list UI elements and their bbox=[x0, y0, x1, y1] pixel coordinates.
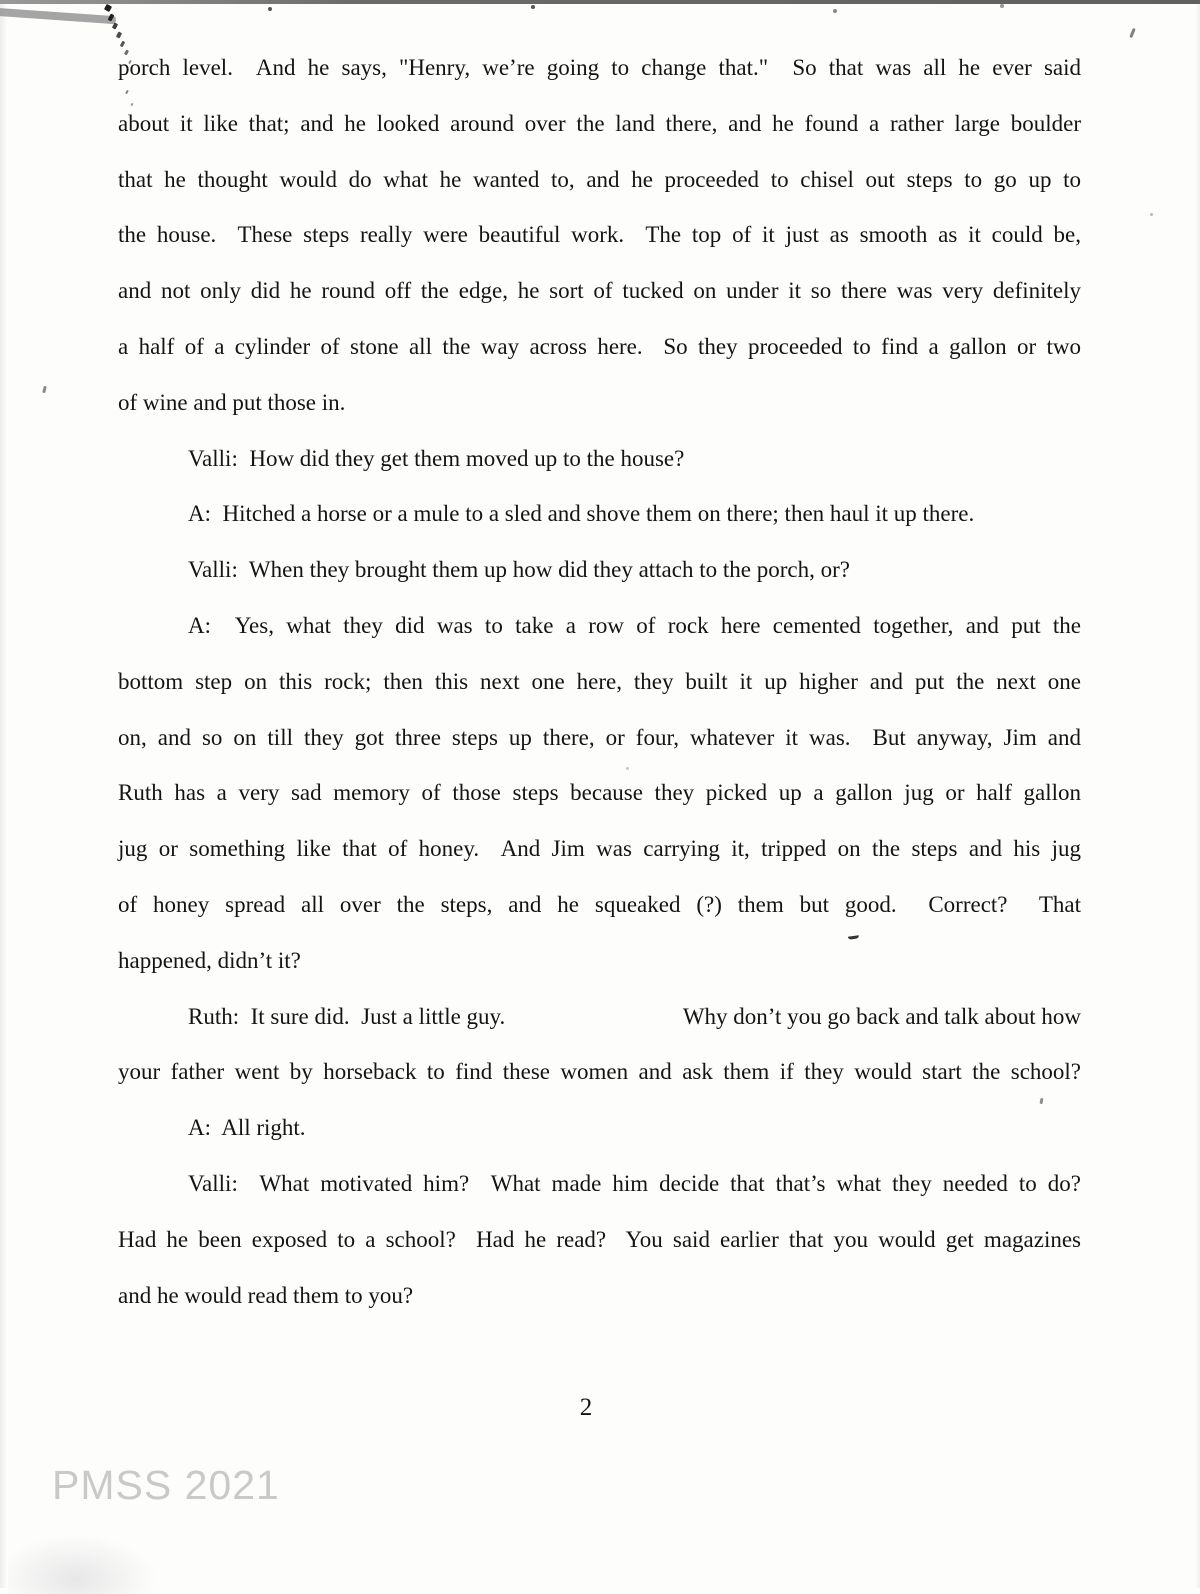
transcript-line: Valli: How did they get them moved up to the house? bbox=[188, 445, 685, 471]
pen-dash bbox=[108, 13, 115, 21]
transcript-line: Valli: When they brought them up how did they attach to the porch, or? bbox=[188, 557, 850, 583]
scan-speck bbox=[531, 5, 535, 9]
pen-dash bbox=[104, 4, 112, 12]
page-number: 2 bbox=[579, 1394, 593, 1421]
watermark: PMSS 2021 bbox=[52, 1462, 280, 1508]
scan-speck bbox=[833, 9, 837, 13]
transcript-line: the house. These steps really were beautiful work. The top of it just as smooth as it could be, bbox=[118, 222, 1081, 248]
transcript-line: Valli: What motivated him? What made him decide that that’s what they needed to do? bbox=[188, 1170, 1081, 1196]
transcript-line: a half of a cylinder of stone all the way across here. So they proceeded to find a gallon or two bbox=[118, 333, 1081, 359]
scan-right-edge bbox=[1195, 0, 1200, 1588]
scan-top-edge bbox=[0, 0, 1200, 4]
scan-speck bbox=[268, 7, 272, 11]
transcript-line: A: Hitched a horse or a mule to a sled and shove them on there; then haul it up there. bbox=[188, 501, 975, 527]
transcript-line: jug or something like that of honey. And Jim was carrying it, tripped on the steps and his jug bbox=[118, 836, 1081, 862]
pen-dash bbox=[116, 31, 122, 38]
corner-smudge bbox=[8, 1534, 158, 1594]
pen-dash bbox=[112, 22, 118, 29]
transcript-line: on, and so on till they got three steps up there, or four, whatever it was. But anyway, Jim and bbox=[118, 724, 1081, 750]
transcript-line: and he would read them to you? bbox=[118, 1282, 414, 1308]
transcript-line: happened, didn’t it? bbox=[118, 947, 301, 973]
stray-mark bbox=[1150, 213, 1153, 216]
stray-mark bbox=[1129, 28, 1136, 38]
transcript-line: of honey spread all over the steps, and he squeaked (?) them but good. Correct? That bbox=[118, 891, 1081, 917]
transcript-line: bottom step on this rock; then this next one here, they built it up higher and put the next one bbox=[118, 668, 1081, 694]
transcript-line: that he thought would do what he wanted to, and he proceeded to chisel out steps to go up to bbox=[118, 166, 1081, 192]
transcript-line: of wine and put those in. bbox=[118, 389, 346, 415]
transcript-line: Ruth has a very sad memory of those steps because they picked up a gallon jug or half gallon bbox=[118, 780, 1081, 806]
transcript-line-segment: Ruth: It sure did. Just a little guy. bbox=[188, 1003, 506, 1029]
scan-left-edge bbox=[0, 0, 7, 1588]
transcript-line bbox=[118, 989, 1081, 1045]
transcript-line: and not only did he round off the edge, he sort of tucked on under it so there was very definitely bbox=[118, 278, 1081, 304]
transcript-line: your father went by horseback to find these women and ask them if they would start the school? bbox=[118, 1059, 1081, 1085]
transcript-line: A: Yes, what they did was to take a row of rock here cemented together, and put the bbox=[188, 612, 1081, 638]
scan-speck bbox=[1000, 4, 1004, 8]
transcript-lines bbox=[118, 40, 1081, 1323]
transcript-line: A: All right. bbox=[188, 1115, 306, 1141]
stray-mark bbox=[42, 386, 47, 394]
transcript-line: Had he been exposed to a school? Had he read? You said earlier that you would get magazines bbox=[118, 1226, 1081, 1252]
scan-top-edge-left bbox=[0, 8, 116, 24]
transcript-line-segment: Why don’t you go back and talk about how bbox=[682, 1003, 1081, 1029]
transcript-line: about it like that; and he looked around over the land there, and he found a rather large boulder bbox=[118, 110, 1081, 136]
transcript-line: porch level. And he says, "Henry, we’re going to change that." So that was all he ever said bbox=[118, 55, 1081, 80]
